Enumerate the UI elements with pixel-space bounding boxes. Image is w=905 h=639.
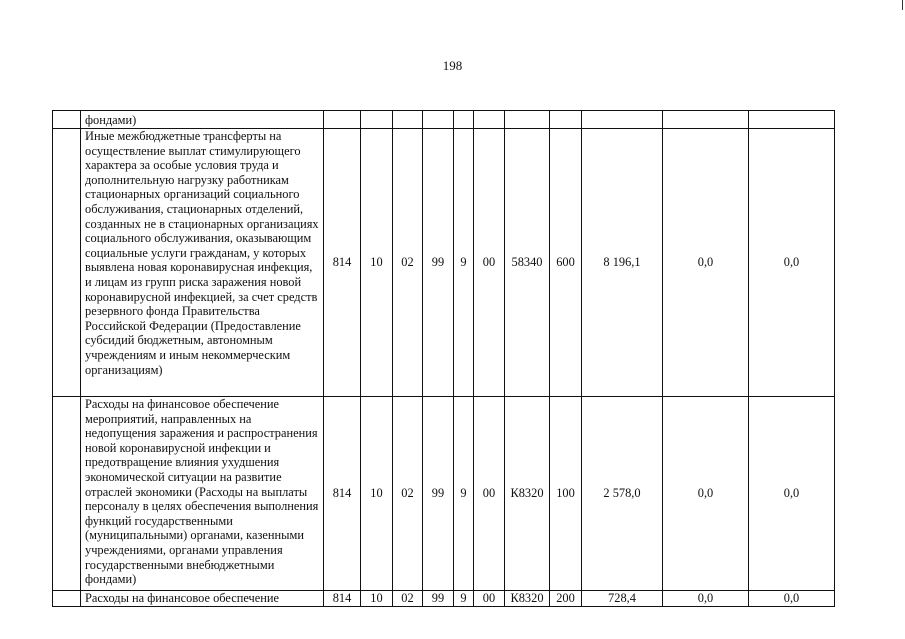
scan-edge-mark xyxy=(902,0,903,10)
amount-cell xyxy=(663,111,749,129)
expense-type-cell: 600 xyxy=(550,129,582,397)
amount-cell: 728,4 xyxy=(582,591,663,607)
subprogram-cell xyxy=(454,111,474,129)
subsection-cell: 02 xyxy=(393,591,423,607)
number-cell xyxy=(53,129,81,397)
subsection-cell xyxy=(393,111,423,129)
description-cell: фондами) xyxy=(81,111,324,129)
admin-code-cell: 814 xyxy=(324,397,361,591)
table-row xyxy=(53,129,835,397)
program-cell: 99 xyxy=(423,129,454,397)
amount-cell: 0,0 xyxy=(663,591,749,607)
subprogram-cell: 9 xyxy=(454,591,474,607)
direction-cell: 58340 xyxy=(505,129,550,397)
admin-code-cell xyxy=(324,111,361,129)
expense-type-cell: 100 xyxy=(550,397,582,591)
number-cell xyxy=(53,397,81,591)
table-row xyxy=(53,111,835,129)
section-cell xyxy=(361,111,393,129)
section-cell: 10 xyxy=(361,129,393,397)
expense-type-cell: 200 xyxy=(550,591,582,607)
amount-cell: 0,0 xyxy=(663,397,749,591)
admin-code-cell: 814 xyxy=(324,591,361,607)
amount-cell: 0,0 xyxy=(749,129,835,397)
description-cell: Расходы на финансовое обеспечение мероприятий, направленных на недопущения заражения и распространения новой коронавирусной инфекции и предотвращение влияния ухудшения экономической ситуации на развитие отраслей экономики (Расходы на выплаты персоналу в целях обеспечения выполнения функций государственными (муниципальными) органами, казенными учреждениями, органами управления государственными внебюджетными фондами) xyxy=(81,397,324,591)
section-cell: 10 xyxy=(361,591,393,607)
event-cell: 00 xyxy=(474,129,505,397)
subsection-cell: 02 xyxy=(393,397,423,591)
event-cell: 00 xyxy=(474,591,505,607)
program-cell: 99 xyxy=(423,397,454,591)
description-cell: Иные межбюджетные трансферты на осуществление выплат стимулирующего характера за особые условия труда и дополнительную нагрузку работникам стационарных организаций социального обслуживания, стационарных отделений, созданных не в стационарных организациях социального обслуживания, оказывающим социальные услуги гражданам, у которых выявлена новая коронавирусная инфекция, и лицам из групп риска заражения новой коронавирусной инфекцией, за счет средств резервного фонда Правительства Российской Федерации (Предоставление субсидий бюджетным, автономным учреждениям и иным некоммерческим организациям) xyxy=(81,129,324,397)
amount-cell xyxy=(749,111,835,129)
amount-cell: 8 196,1 xyxy=(582,129,663,397)
expense-type-cell xyxy=(550,111,582,129)
number-cell xyxy=(53,591,81,607)
table-row xyxy=(53,591,835,607)
subsection-cell: 02 xyxy=(393,129,423,397)
direction-cell xyxy=(505,111,550,129)
table-row xyxy=(53,397,835,591)
description-cell: Расходы на финансовое обеспечение xyxy=(81,591,324,607)
program-cell xyxy=(423,111,454,129)
subprogram-cell: 9 xyxy=(454,397,474,591)
admin-code-cell: 814 xyxy=(324,129,361,397)
amount-cell: 0,0 xyxy=(749,397,835,591)
budget-table xyxy=(52,110,835,607)
amount-cell: 0,0 xyxy=(749,591,835,607)
direction-cell: К8320 xyxy=(505,591,550,607)
amount-cell: 0,0 xyxy=(663,129,749,397)
amount-cell: 2 578,0 xyxy=(582,397,663,591)
event-cell xyxy=(474,111,505,129)
number-cell xyxy=(53,111,81,129)
amount-cell xyxy=(582,111,663,129)
direction-cell: К8320 xyxy=(505,397,550,591)
subprogram-cell: 9 xyxy=(454,129,474,397)
event-cell: 00 xyxy=(474,397,505,591)
program-cell: 99 xyxy=(423,591,454,607)
section-cell: 10 xyxy=(361,397,393,591)
page-number: 198 xyxy=(442,58,463,73)
